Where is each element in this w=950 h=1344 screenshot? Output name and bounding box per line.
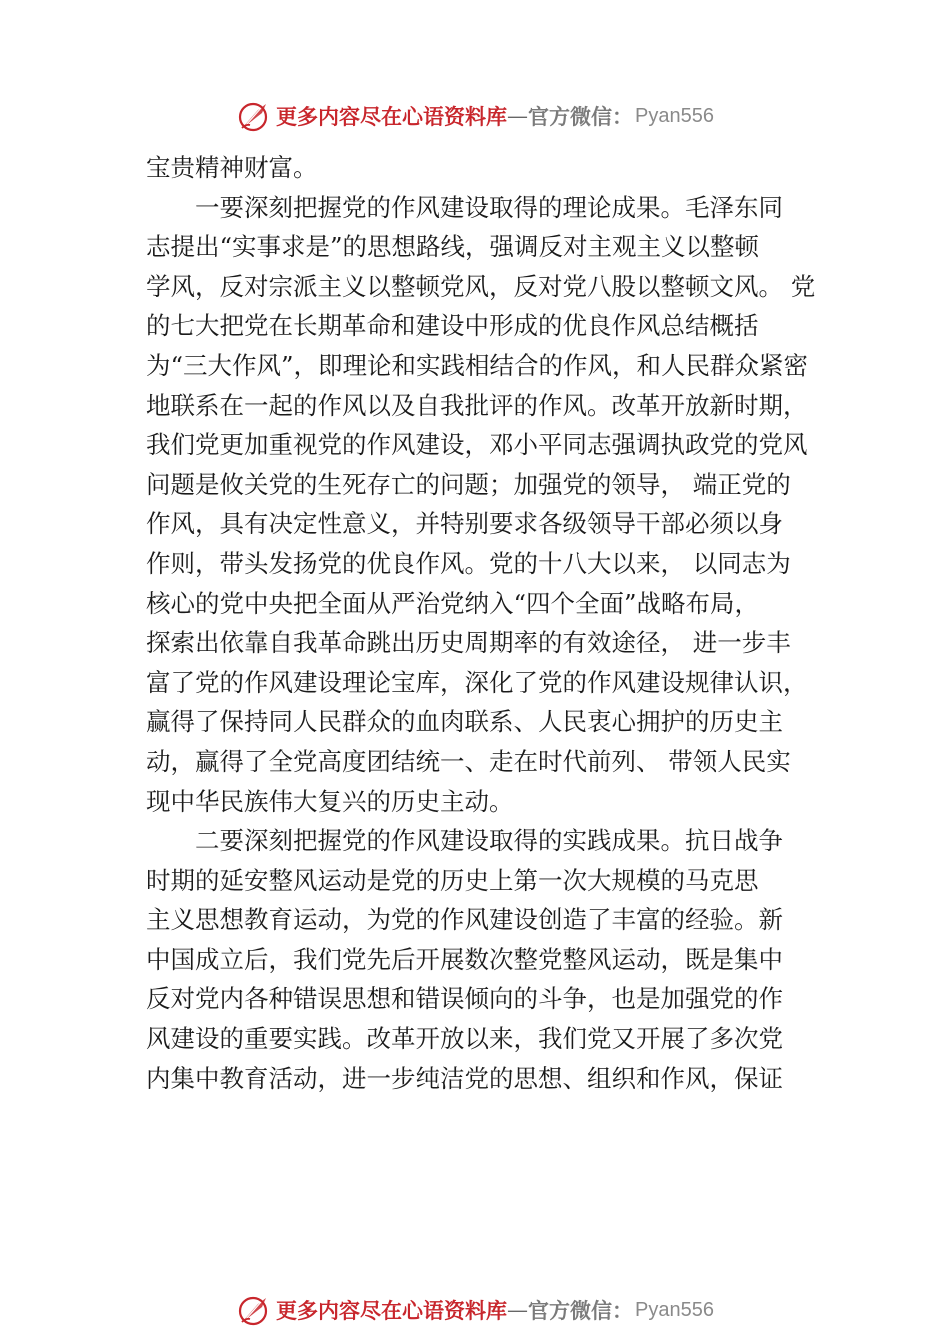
header-dash: — xyxy=(507,104,529,128)
header-site-name: 更多内容尽在心语资料库 xyxy=(276,104,508,129)
quill-pen-logo-icon xyxy=(236,1292,272,1328)
header-wechat-label: 官方微信： xyxy=(528,104,634,129)
header-wechat-id: Pyan556 xyxy=(635,104,714,127)
quill-pen-logo-icon xyxy=(236,98,272,134)
footer-dash: — xyxy=(507,1298,529,1322)
body-line: 时期的延安整风运动是党的历史上第一次大规模的马克思 xyxy=(146,865,759,895)
body-line: 宝贵精神财富。 xyxy=(146,153,318,182)
body-line: 中国成立后，我们党先后开展数次整党整风运动，既是集中 xyxy=(146,944,783,974)
body-line: 地联系在一起的作风以及自我批评的作风。改革开放新时期， xyxy=(146,390,808,420)
body-line: 现中华民族伟大复兴的历史主动。 xyxy=(146,786,514,816)
footer-site-name: 更多内容尽在心语资料库 xyxy=(276,1298,508,1323)
footer-watermark xyxy=(0,1290,950,1330)
body-line: 作则，带头发扬党的优良作风。党的十八大以来， 以同志为 xyxy=(146,548,791,578)
body-line: 作风，具有决定性意义，并特别要求各级领导干部必须以身 xyxy=(146,509,783,539)
body-line: 主义思想教育运动，为党的作风建设创造了丰富的经验。新 xyxy=(146,905,783,935)
body-line: 反对党内各种错误思想和错误倾向的斗争，也是加强党的作 xyxy=(146,984,783,1014)
body-line: 为“三大作风”，即理论和实践相结合的作风，和人民群众紧密 xyxy=(146,350,809,380)
header-watermark xyxy=(0,96,950,136)
body-line: 风建设的重要实践。改革开放以来，我们党又开展了多次党 xyxy=(146,1024,783,1054)
body-line: 志提出“实事求是”的思想路线，强调反对主观主义以整顿 xyxy=(146,232,760,262)
body-line: 探索出依靠自我革命跳出历史周期率的有效途径， 进一步丰 xyxy=(146,628,791,658)
body-line: 学风，反对宗派主义以整顿党风，反对党八股以整顿文风。 党 xyxy=(146,271,816,301)
body-line: 富了党的作风建设理论宝库，深化了党的作风建设规律认识， xyxy=(146,667,808,697)
body-line: 赢得了保持同人民群众的血肉联系、人民衷心拥护的历史主 xyxy=(146,707,783,737)
body-line: 问题是攸关党的生死存亡的问题；加强党的领导， 端正党的 xyxy=(146,469,791,499)
body-line: 内集中教育活动，进一步纯洁党的思想、组织和作风，保证 xyxy=(146,1063,783,1093)
footer-wechat-label: 官方微信： xyxy=(528,1298,634,1323)
body-line: 的七大把党在长期革命和建设中形成的优良作风总结概括 xyxy=(146,311,759,341)
footer-wechat-id: Pyan556 xyxy=(635,1298,714,1321)
body-line: 核心的党中央把全面从严治党纳入“四个全面”战略布局， xyxy=(146,588,760,618)
body-line: 我们党更加重视党的作风建设，邓小平同志强调执政党的党风 xyxy=(146,430,808,460)
paragraph-first-line: 二要深刻把握党的作风建设取得的实践成果。抗日战争 xyxy=(195,826,783,856)
paragraph-first-line: 一要深刻把握党的作风建设取得的理论成果。毛泽东同 xyxy=(195,192,783,222)
document-body xyxy=(146,148,820,1098)
body-line: 动，赢得了全党高度团结统一、走在时代前列、 带领人民实 xyxy=(146,746,791,776)
